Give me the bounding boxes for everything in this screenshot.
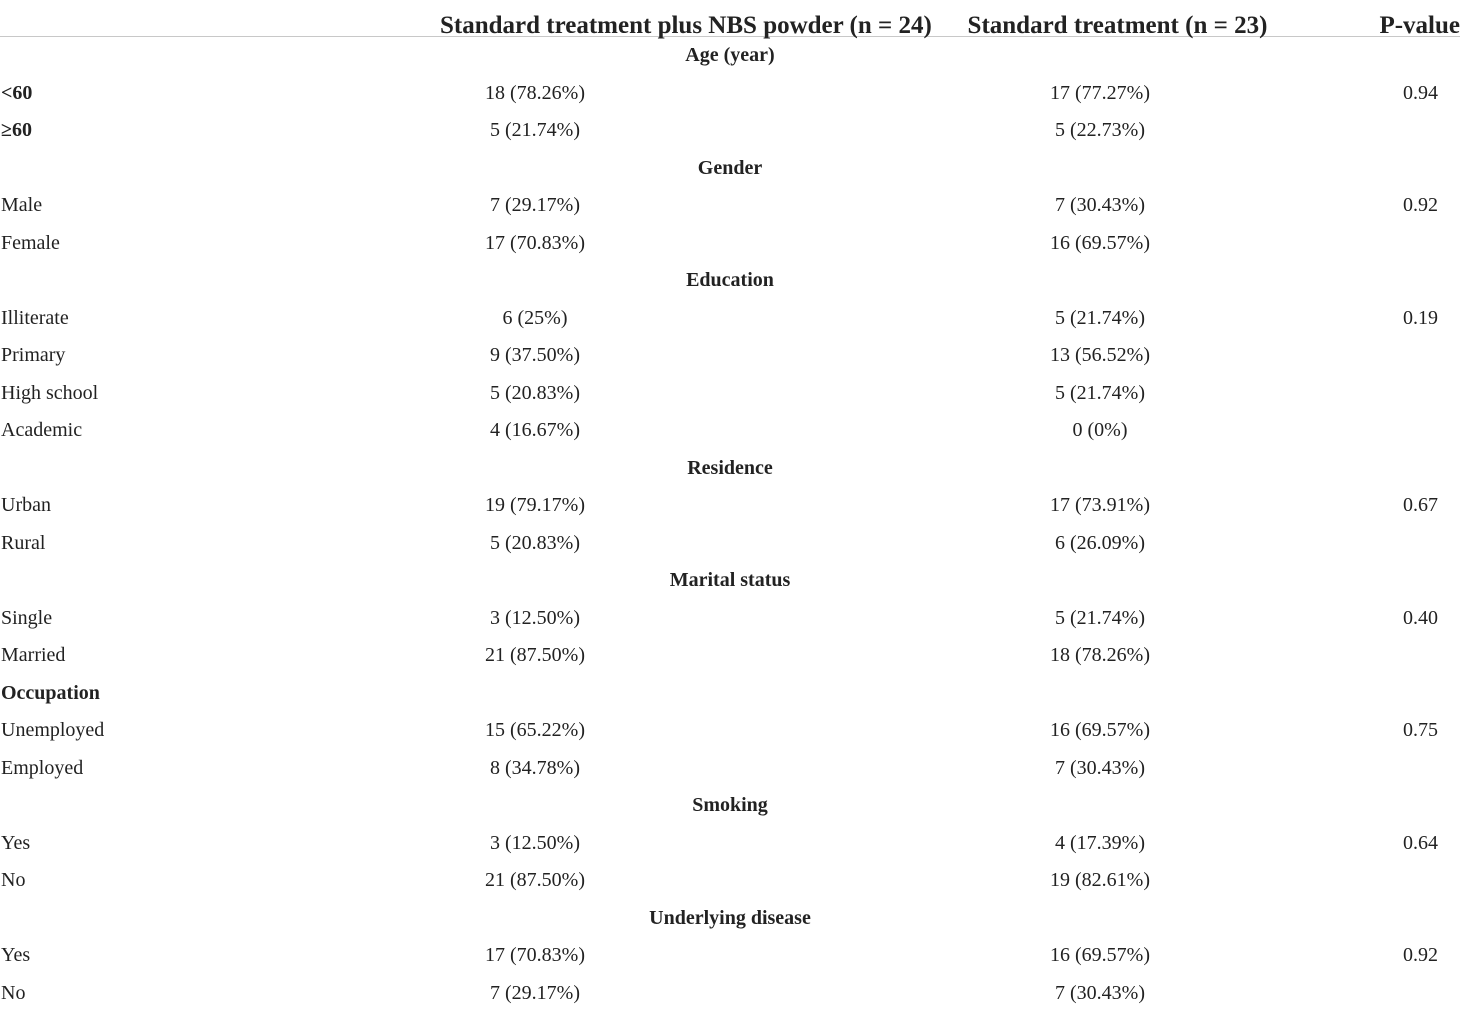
section-title: Gender	[0, 150, 1460, 188]
section-header-row	[0, 150, 1460, 188]
table-row	[0, 375, 1460, 413]
table-row	[0, 825, 1460, 863]
row-label: No	[0, 862, 240, 900]
table-row	[0, 487, 1460, 525]
table-row	[0, 337, 1460, 375]
cell-standard-value: 7 (30.43%)	[785, 975, 1370, 1012]
table-row	[0, 862, 1460, 900]
section-title: Underlying disease	[0, 900, 1460, 938]
table-row	[0, 525, 1460, 563]
table-row	[0, 712, 1460, 750]
table-row	[0, 600, 1460, 638]
table-row	[0, 300, 1460, 338]
row-label: High school	[0, 375, 240, 413]
cell-standard-value: 16 (69.57%)	[785, 225, 1370, 263]
table-row	[0, 75, 1460, 113]
cell-standard-value: 5 (21.74%)	[785, 600, 1370, 638]
cell-nbs-value: 9 (37.50%)	[240, 337, 785, 375]
cell-p-value	[1370, 975, 1460, 1012]
table-row	[0, 937, 1460, 975]
section-title: Residence	[0, 450, 1460, 488]
cell-nbs-value: 3 (12.50%)	[240, 825, 785, 863]
cell-nbs-value: 3 (12.50%)	[240, 600, 785, 638]
row-label: Illiterate	[0, 300, 240, 338]
cell-nbs-value: 15 (65.22%)	[240, 712, 785, 750]
table-row	[0, 412, 1460, 450]
cell-nbs-value: 17 (70.83%)	[240, 225, 785, 263]
table-row	[0, 187, 1460, 225]
cell-p-value	[1370, 862, 1460, 900]
table-row	[0, 675, 1460, 713]
cell-nbs-value	[240, 675, 785, 713]
row-label: Unemployed	[0, 712, 240, 750]
cell-nbs-value: 21 (87.50%)	[240, 637, 785, 675]
cell-standard-value: 7 (30.43%)	[785, 187, 1370, 225]
header-nbs-group: Standard treatment plus NBS powder (n = 24)	[240, 0, 785, 37]
header-row	[0, 0, 1460, 37]
cell-standard-value: 16 (69.57%)	[785, 937, 1370, 975]
cell-p-value	[1370, 637, 1460, 675]
cell-nbs-value: 18 (78.26%)	[240, 75, 785, 113]
section-header-row	[0, 900, 1460, 938]
cell-standard-value: 6 (26.09%)	[785, 525, 1370, 563]
row-label: Urban	[0, 487, 240, 525]
cell-standard-value: 13 (56.52%)	[785, 337, 1370, 375]
row-label: Employed	[0, 750, 240, 788]
header-p-value: P-value	[1370, 0, 1460, 37]
cell-standard-value: 0 (0%)	[785, 412, 1370, 450]
section-title: Age (year)	[0, 37, 1460, 75]
row-label: Female	[0, 225, 240, 263]
cell-nbs-value: 21 (87.50%)	[240, 862, 785, 900]
cell-p-value	[1370, 750, 1460, 788]
cell-nbs-value: 4 (16.67%)	[240, 412, 785, 450]
row-label: ≥60	[0, 112, 240, 150]
cell-nbs-value: 8 (34.78%)	[240, 750, 785, 788]
cell-nbs-value: 6 (25%)	[240, 300, 785, 338]
cell-p-value: 0.64	[1370, 825, 1460, 863]
section-header-row	[0, 787, 1460, 825]
cell-p-value	[1370, 412, 1460, 450]
section-header-row	[0, 37, 1460, 75]
section-title: Marital status	[0, 562, 1460, 600]
row-label: Single	[0, 600, 240, 638]
cell-standard-value: 5 (21.74%)	[785, 300, 1370, 338]
cell-standard-value: 4 (17.39%)	[785, 825, 1370, 863]
cell-nbs-value: 5 (20.83%)	[240, 375, 785, 413]
section-title: Education	[0, 262, 1460, 300]
cell-standard-value: 16 (69.57%)	[785, 712, 1370, 750]
cell-p-value: 0.92	[1370, 187, 1460, 225]
cell-nbs-value: 5 (21.74%)	[240, 112, 785, 150]
cell-p-value	[1370, 112, 1460, 150]
row-label: Male	[0, 187, 240, 225]
cell-standard-value: 5 (22.73%)	[785, 112, 1370, 150]
cell-p-value	[1370, 225, 1460, 263]
cell-nbs-value: 7 (29.17%)	[240, 187, 785, 225]
cell-p-value	[1370, 675, 1460, 713]
section-header-row	[0, 450, 1460, 488]
header-label	[0, 0, 240, 37]
cell-nbs-value: 17 (70.83%)	[240, 937, 785, 975]
cell-p-value	[1370, 337, 1460, 375]
cell-p-value	[1370, 525, 1460, 563]
row-label: <60	[0, 75, 240, 113]
cell-standard-value: 17 (77.27%)	[785, 75, 1370, 113]
table-row	[0, 975, 1460, 1012]
table-body	[0, 37, 1460, 1012]
cell-p-value	[1370, 375, 1460, 413]
cell-nbs-value: 19 (79.17%)	[240, 487, 785, 525]
row-label: Rural	[0, 525, 240, 563]
cell-p-value: 0.92	[1370, 937, 1460, 975]
row-label: Primary	[0, 337, 240, 375]
section-header-row	[0, 562, 1460, 600]
table-row	[0, 112, 1460, 150]
row-label: Yes	[0, 937, 240, 975]
cell-standard-value: 5 (21.74%)	[785, 375, 1370, 413]
cell-nbs-value: 7 (29.17%)	[240, 975, 785, 1012]
row-label: Academic	[0, 412, 240, 450]
cell-standard-value: 17 (73.91%)	[785, 487, 1370, 525]
section-header-row	[0, 262, 1460, 300]
row-label: Occupation	[0, 675, 240, 713]
table-row	[0, 225, 1460, 263]
cell-p-value: 0.75	[1370, 712, 1460, 750]
cell-standard-value	[785, 675, 1370, 713]
header-standard-group: Standard treatment (n = 23)	[785, 0, 1370, 37]
cell-standard-value: 19 (82.61%)	[785, 862, 1370, 900]
table-row	[0, 750, 1460, 788]
cell-nbs-value: 5 (20.83%)	[240, 525, 785, 563]
cell-p-value: 0.40	[1370, 600, 1460, 638]
cell-standard-value: 7 (30.43%)	[785, 750, 1370, 788]
cell-p-value: 0.67	[1370, 487, 1460, 525]
section-title: Smoking	[0, 787, 1460, 825]
cell-p-value: 0.19	[1370, 300, 1460, 338]
row-label: Married	[0, 637, 240, 675]
table-row	[0, 637, 1460, 675]
cell-standard-value: 18 (78.26%)	[785, 637, 1370, 675]
row-label: No	[0, 975, 240, 1012]
table-header	[0, 0, 1460, 37]
row-label: Yes	[0, 825, 240, 863]
cell-p-value: 0.94	[1370, 75, 1460, 113]
